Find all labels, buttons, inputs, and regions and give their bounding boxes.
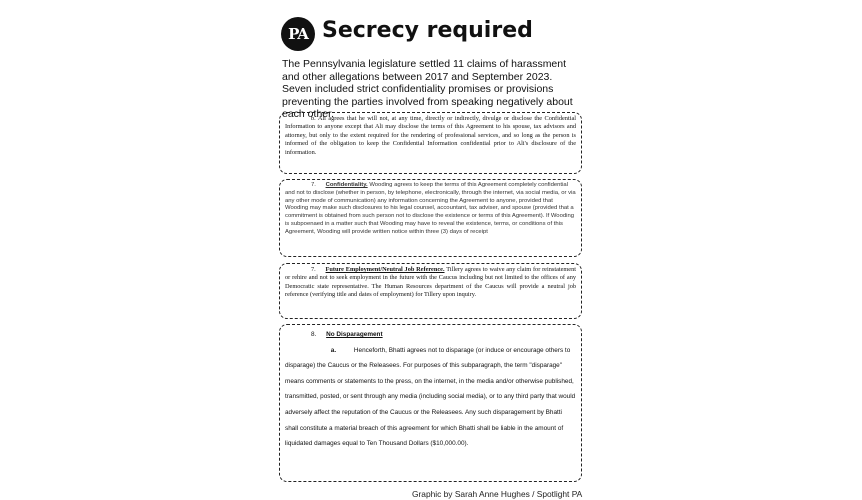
clause-wooding-body: [285, 182, 576, 237]
clause-wooding-text: Wooding agrees to keep the terms of this Agreement completely confidential and not to disclose (whether in person, by telephone, electronically, through the internet, via social media, or via any other mode of communication) any information concerning the Agreement to anyone, provided that Wooding may make such disclosures to his legal counsel, accountant, tax adviser, and spouse (provided that a commitment is obtained from such person not to disclose the existence or terms of this Agreement). If Wooding is subpoenaed in a matter such that Wooding may have to reveal the existence, terms, or conditions of this Agreement, Wooding will provide written notice within three (3) days of receipt: [285, 182, 576, 235]
clause-bhatti-sub-number: a.: [330, 346, 337, 354]
clause-bhatti-disparagement: [279, 324, 582, 482]
clause-ali-text: b. Ali agrees that he will not, at any time, directly or indirectly, divulge or disclose the Confidential Information to anyone except that Ali may disclose the terms of this Agreement to his spouse, tax advisors and attorney, but only to the extent required for the rendering of professional services, and so long as the person is informed of the obligation to keep the Confidential Information confidential prior to Ali's disclosure of the information.: [285, 115, 576, 156]
clause-bhatti-number: 8.: [311, 331, 317, 338]
clause-bhatti-heading-line: [285, 327, 576, 343]
graphic-card: [279, 12, 584, 499]
clause-tillery-body: [285, 266, 576, 300]
clause-bhatti-heading: No Disparagement: [326, 331, 383, 338]
clause-tillery-number: 7.: [311, 266, 316, 273]
clause-wooding-number: 7.: [311, 182, 316, 188]
clause-tillery-employment: [279, 263, 582, 319]
clause-wooding-confidentiality: [279, 179, 582, 257]
clause-ali-confidentiality: [279, 112, 582, 174]
graphic-title: Secrecy required: [322, 18, 533, 43]
graphic-credit: Graphic by Sarah Anne Hughes / Spotlight PA: [412, 489, 583, 499]
clause-tillery-text: Tillery agrees to waive any claim for reinstatement or rehire and not to seek employment in the future with the Caucus including but not limited to the offices of any Democratic state representative. The Human Resources department of the Caucus will provide a neutral job reference (verifying title and dates of employment) for Tillery upon inquiry.: [285, 266, 576, 299]
clause-bhatti-body: [285, 343, 576, 452]
clause-wooding-heading: Confidentiality.: [325, 182, 368, 188]
spotlight-pa-logo: PA: [281, 17, 315, 51]
intro-text: The Pennsylvania legislature settled 11 claims of harassment and other allegations between 2017 and September 2023. Seven included strict confidentiality promises or provisions preventing the parties involved from speaking negatively about each other.: [282, 58, 573, 121]
clause-bhatti-text: Henceforth, Bhatti agrees not to disparage (or induce or encourage others to disparage) the Caucus or the Releasees. For purposes of this subparagraph, the term "disparage" means comments or statements to the press, on the internet, in the media and/or otherwise published, transmitted, posted, or sent through any media (including social media), or to any third party that would adversely affect the reputation of the Caucus or the Releasees. Any such disparagement by Bhatti shall constitute a material breach of this agreement for which Bhatti shall be liable in the amount of liquidated damages equal to Ten Thousand Dollars ($10,000.00).: [285, 346, 576, 448]
clause-tillery-heading: Future Employment/Neutral Job Reference.: [325, 266, 445, 273]
